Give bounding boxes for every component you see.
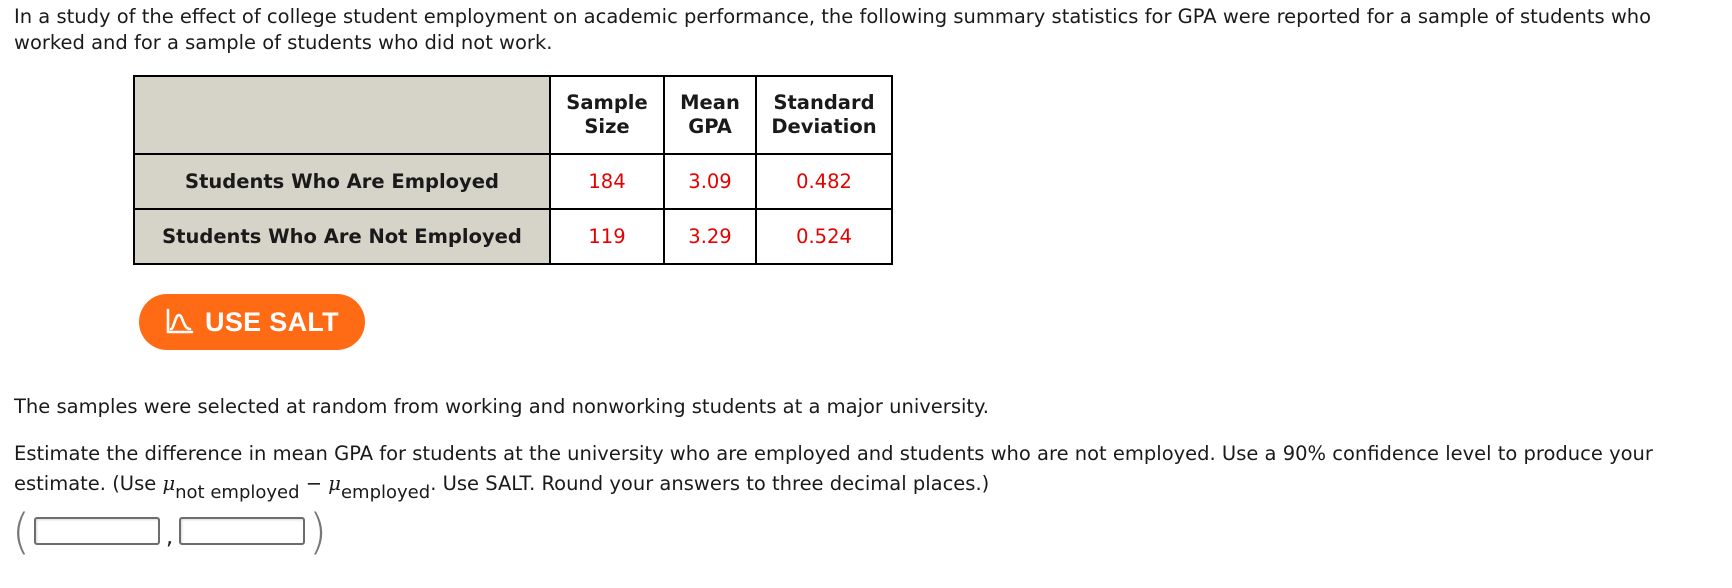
header-sample-size: Sample Size	[550, 76, 664, 154]
subscript-employed: employed	[340, 482, 431, 503]
mean-gpa-employed: 3.09	[664, 154, 756, 209]
comma: ,	[165, 524, 173, 550]
question-text-after: . Use SALT. Round your answers to three decimal places.)	[430, 472, 990, 495]
mu-symbol-1: μ	[162, 472, 176, 495]
minus-sign: −	[299, 472, 329, 495]
use-salt-label: USE SALT	[205, 306, 339, 337]
intro-text: In a study of the effect of college student employment on academic performance, the following summary statistics for GPA were reported for a sample of students who worked and for a sample of students who did not work.	[14, 5, 1652, 54]
question-text	[14, 439, 1714, 503]
lower-bound-input[interactable]	[34, 517, 160, 545]
row-label-not-employed: Students Who Are Not Employed	[134, 209, 550, 264]
subscript-not-employed: not employed	[175, 482, 300, 503]
salt-distribution-icon	[165, 307, 195, 337]
open-paren: (	[12, 502, 30, 560]
close-paren: )	[308, 502, 327, 560]
summary-statistics-table	[133, 75, 893, 265]
std-dev-not-employed: 0.524	[756, 209, 892, 264]
std-dev-employed: 0.482	[756, 154, 892, 209]
sample-note: The samples were selected at random from working and nonworking students at a major university.	[14, 395, 989, 418]
upper-bound-input[interactable]	[179, 517, 305, 545]
sample-size-employed: 184	[550, 154, 664, 209]
header-mean-gpa: Mean GPA	[664, 76, 756, 154]
table-row-employed	[134, 154, 892, 209]
mean-gpa-not-employed: 3.29	[664, 209, 756, 264]
use-salt-button[interactable]	[139, 294, 365, 350]
mu-symbol-2: μ	[328, 472, 341, 495]
sample-size-not-employed: 119	[550, 209, 664, 264]
header-standard-deviation: Standard Deviation	[756, 76, 892, 154]
row-label-employed: Students Who Are Employed	[134, 154, 550, 209]
table-row-not-employed	[134, 209, 892, 264]
table-header-row	[134, 76, 892, 154]
question-text-before: Estimate the difference in mean GPA for students at the university who are employed and students who are not employed. Use a 90% confidence level to produce your estimate. (Use	[14, 442, 1653, 495]
confidence-interval-answer	[12, 502, 327, 560]
header-blank-cell	[134, 76, 550, 154]
